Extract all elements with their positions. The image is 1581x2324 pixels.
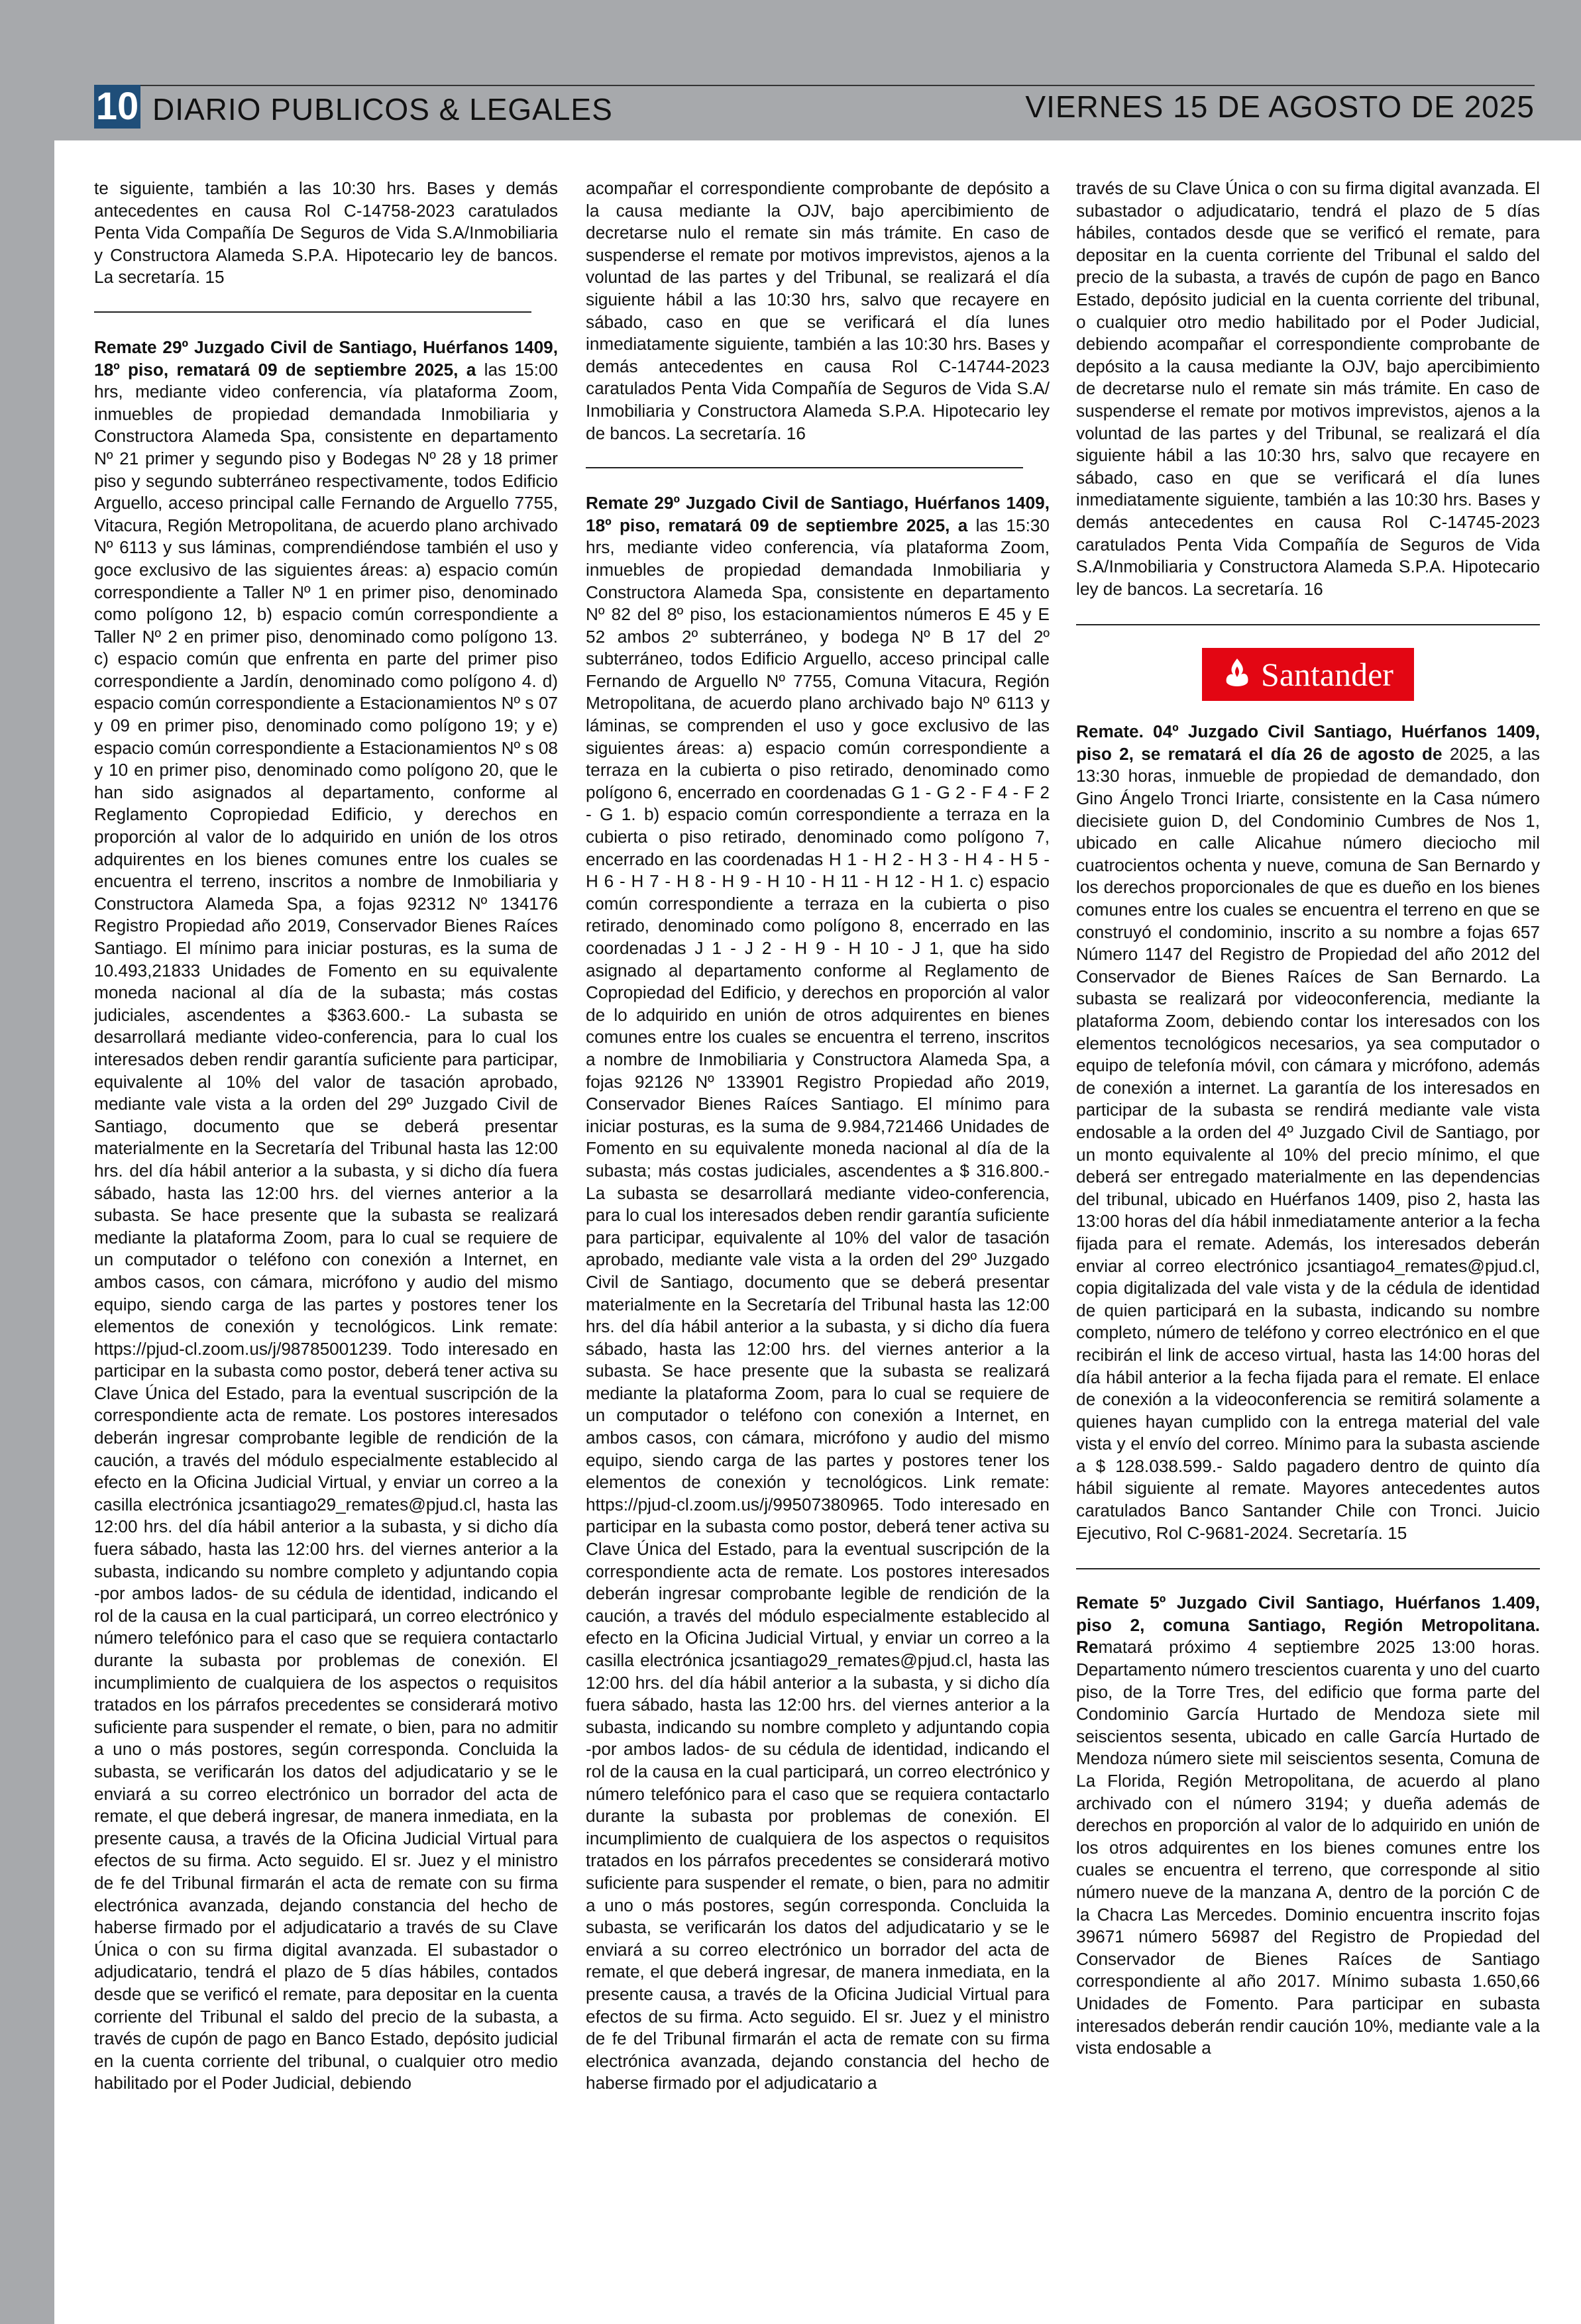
notice-remate-29-b	[586, 492, 1050, 2095]
notice-continuation	[94, 178, 558, 289]
column-2	[586, 178, 1050, 2284]
notice-title: Remate 29º Juzgado Civil de Santiago, Huérfanos 1409, 18º piso, rematará 09 de septiembre 2025, a	[586, 493, 1050, 535]
santander-logo-box	[1202, 648, 1414, 701]
page-number: 10	[94, 85, 140, 129]
publication-date: VIERNES 15 DE AGOSTO DE 2025	[1025, 89, 1535, 124]
notice-title: Remate 29º Juzgado Civil de Santiago, Huérfanos 1409, 18º piso, rematará 09 de septiembre 2025, a	[94, 337, 558, 380]
notice-body: las 15:30 hrs, mediante video conferencia, vía plataforma Zoom, inmuebles de propiedad demandada Inmobiliaria y Constructora Alameda Spa, consistente en departamento Nº 82 del 8º piso, los estacionamientos números E 45 y E 52 ambos 2º subterráneo, y bodega Nº B 17 del 2º subterráneo, todos Edificio Arguello, acceso principal calle Fernando de Arguello Nº 7755, Comuna Vitacura, Región Metropolitana, de acuerdo plano archivado bajo Nº 6113 y láminas, se comprenden el uso y goce exclusivo de las siguientes áreas: a) espacio común correspondiente a terraza en la cubierta o piso retirado, denominado como polígono 6, encerrado en coordenadas G 1 - G 2 - F 4 - F 2 - G 1. b) espacio común correspondiente a terraza en la cubierta o piso retirado, denominado como polígono 7, encerrado en las coordenadas H 1 - H 2 - H 3 - H 4 - H 5 - H 6 - H 7 - H 8 - H 9 - H 10 - H 11 - H 12 - H 1. c) espacio común correspondiente a terraza en la cubierta o piso retirado, denominado como polígono 8, encerrado en las coordenadas J 1 - J 2 - H 9 - H 10 - J 1, que ha sido asignado al departamento conforme al Reglamento de Copropiedad del Edificio, y derechos en proporción al valor de lo adquirido en unión de otros adquirentes en bienes comunes entre los cuales se encuentra el terreno, inscritos a nombre de Inmobiliaria y Constructora Alameda Spa, a fojas 92126 Nº 133901 Registro Propiedad año 2019, Conservador Bienes Raíces Santiago. El mínimo para iniciar posturas, es la suma de 9.984,721466 Unidades de Fomento en su equivalente moneda nacional al día de la subasta; más costas judiciales, ascendentes a $ 316.800.- La subasta se desarrollará mediante video-conferencia, para lo cual los interesados deben rendir garantía suficiente para participar, equivalente al 10% del valor de tasación aprobado, mediante vale vista a la orden del 29º Juzgado Civil de Santiago, documento que se deberá presentar materialmente en la Secretaría del Tribunal hasta las 12:00 hrs. del día hábil anterior a la subasta, y si dicho día fuera sábado, hasta las 12:00 hrs. del viernes anterior a la subasta. Se hace presente que la subasta se realizará mediante la plataforma Zoom, para lo cual se requiere de un computador o teléfono con conexión a Internet, en ambos casos, con cámara, micrófono y audio del mismo equipo, siendo carga de las partes y postores tener los elementos de conexión y tecnológicos. Link remate: https://pjud-cl.zoom.us/j/99507380965. Todo interesado en participar en la subasta como postor, deberá tener activa su Clave Única del Estado, para la eventual suscripción de la correspondiente acta de remate. Los postores interesados deberán ingresar comprobante legible de rendición de la caución, a través del módulo especialmente establecido al efecto en la Oficina Judicial Virtual, y enviar un correo a la casilla electrónica jcsantiago29_remates@pjud.cl, hasta las 12:00 hrs. del día hábil anterior a la subasta, y si dicho día fuera sábado, hasta las 12:00 hrs. del viernes anterior a la subasta, indicando su nombre completo y adjuntando copia -por ambos lados- de su cédula de identidad, indicando el rol de la causa en la cual participará, un correo electrónico y número telefónico para el caso que se requiera contactarlo durante la subasta por problemas de conexión. El incumplimiento de cualquiera de los aspectos o requisitos tratados en los párrafos precedentes se considerará motivo suficiente para suspender el remate, o bien, para no admitir a uno o más postores, según corresponda. Concluida la subasta, se verificarán los datos del adjudicatario y se le enviará a su correo electrónico un borrador del acta de remate, el que deberá ingresar, de manera inmediata, en la presente causa, a través de la Oficina Judicial Virtual para efectos de su firma. Acto seguido. El sr. Juez y el ministro de fe del Tribunal firmarán el acta de remate con su firma electrónica avanzada, dejando constancia del hecho de haberse firmado por el adjudicatario a	[586, 515, 1050, 2093]
flame-icon	[1223, 657, 1252, 692]
notice-divider	[94, 311, 531, 313]
notice-body: través de su Clave Única o con su firma digital avanzada. El subastador o adjudicatario, tendrá el plazo de 5 días hábiles, contados desde que se verificó el remate, para depositar en la cuenta corriente del Tribunal el saldo del precio de la subasta, a través de cupón de pago en Banco Estado, depósito judicial en la cuenta corriente del tribunal, o cualquier otro medio habilitado por el Poder Judicial, debiendo acompañar el correspondiente comprobante de depósito a la causa mediante la OJV, bajo apercibimiento de decretarse nulo el remate sin más trámite. En caso de suspenderse el remate por motivos imprevistos, ajenos a la voluntad de las partes y del Tribunal, se realizará el día siguiente hábil a las 10:30 hrs, salvo que recayere en sábado, caso en que se verificará el día lunes inmediatamente siguiente, también a las 10:30 hrs. Bases y demás antecedentes en causa Rol C-14745-2023 caratulados Penta Vida Compañía de Seguros de Vida S.A/Inmobiliaria y Constructora Alameda S.P.A. Hipotecario ley de bancos. La secretaría. 16	[1076, 178, 1540, 599]
notice-remate-29-a	[94, 337, 558, 2095]
publication-name: DIARIO PUBLICOS & LEGALES	[152, 92, 613, 127]
notice-body: matará próximo 4 septiembre 2025 13:00 horas. Departamento número trescientos cuarenta y uno del cuarto piso, de la Torre Tres, del edificio que forma parte del Condominio García Hurtado de Mendoza siete mil seiscientos sesenta, ubicado en calle García Hurtado de Mendoza número siete mil seiscientos sesenta, Comuna de La Florida, Región Metropolitana, de acuerdo al plano archivado con el número 3194; y dueña además de derechos en proporción al valor de lo adquirido en unión de los otros adquirentes en los bienes comunes entre los cuales se encuentra el terreno, que corresponde al sitio número nueve de la manzana A, dentro de la porción C de la Chacra Las Mercedes. Dominio encuentra inscrito fojas 39671 número 56987 del Registro de Propiedad del Conservador de Bienes Raíces de Santiago correspondiente al año 2017. Mínimo subasta 1.650,66 Unidades de Fomento. Para participar en subasta interesados deberán rendir caución 10%, mediante vale a la vista endosable a	[1076, 1637, 1540, 2058]
notice-divider	[586, 467, 1023, 468]
notice-body: las 15:00 hrs, mediante video conferencia, vía plataforma Zoom, inmuebles de propiedad demandada Inmobiliaria y Constructora Alameda Spa, consistente en departamento Nº 21 primer y segundo piso y Bodegas Nº 28 y 18 primer piso y segundo subterráneo respectivamente, todos Edificio Arguello, acceso principal calle Fernando de Arguello 7755, Vitacura, Región Metropolitana, de acuerdo plano archivado Nº 6113 y sus láminas, comprendiéndose también el uso y goce exclusivo de las siguientes áreas: a) espacio común correspondiente a Taller Nº 1 en primer piso, denominado como polígono 12, b) espacio común correspondiente a Taller Nº 2 en primer piso, denominado como polígono 13. c) espacio común que enfrenta en parte del primer piso correspondiente a Jardín, denominado como polígono 4. d) espacio común correspondiente a Estacionamientos Nº s 07 y 09 en primer piso, denominado como polígono 19; y e) espacio común correspondiente a Estacionamientos Nº s 08 y 10 en primer piso, denominado como polígono 20, que le han sido asignados al departamento, conforme al Reglamento Copropiedad Edificio, y derechos en proporción al valor de lo adquirido en unión de los otros adquirentes en los bienes comunes entre los cuales se encuentra el terreno, inscritos a nombre de Inmobiliaria y Constructora Alameda Spa, a fojas 92312 Nº 134176 Registro Propiedad año 2019, Conservador Bienes Raíces Santiago. El mínimo para iniciar posturas, es la suma de 10.493,21833 Unidades de Fomento en su equivalente moneda nacional al día de la subasta; más costas judiciales, ascendentes a $363.600.- La subasta se desarrollará mediante video-conferencia, para lo cual los interesados deben rendir garantía suficiente para participar, equivalente al 10% del valor de tasación aprobado, mediante vale vista a la orden del 29º Juzgado Civil de Santiago, documento que se deberá presentar materialmente en la Secretaría del Tribunal hasta las 12:00 hrs. del día hábil anterior a la subasta, y si dicho día fuera sábado, hasta las 12:00 hrs. del viernes anterior a la subasta. Se hace presente que la subasta se realizará mediante la plataforma Zoom, para lo cual se requiere de un computador o teléfono con conexión a Internet, en ambos casos, con cámara, micrófono y audio del mismo equipo, siendo carga de las partes y postores tener los elementos de conexión y tecnológicos. Link remate: https://pjud-cl.zoom.us/j/98785001239. Todo interesado en participar en la subasta como postor, deberá tener activa su Clave Única del Estado, para la eventual suscripción de la correspondiente acta de remate. Los postores interesados deberán ingresar comprobante legible de rendición de la caución, a través del módulo especialmente establecido al efecto en la Oficina Judicial Virtual, y enviar un correo a la casilla electrónica jcsantiago29_remates@pjud.cl, hasta las 12:00 hrs. del día hábil anterior a la subasta, y si dicho día fuera sábado, hasta las 12:00 hrs. del viernes anterior a la subasta, indicando su nombre completo y adjuntando copia -por ambos lados- de su cédula de identidad, indicando el rol de la causa en la cual participará, un correo electrónico y número telefónico para el caso que se requiera contactarlo durante la subasta por problemas de conexión. El incumplimiento de cualquiera de los aspectos o requisitos tratados en los párrafos precedentes se considerará motivo suficiente para suspender el remate, o bien, para no admitir a uno o más postores, según corresponda. Concluida la subasta, se verificarán los datos del adjudicatario y se le enviará a su correo electrónico un borrador del acta de remate, el que deberá ingresar, de manera inmediata, en la presente causa, a través de la Oficina Judicial Virtual para efectos de su firma. Acto seguido. El sr. Juez y el ministro de fe del Tribunal firmarán el acta de remate con su firma electrónica avanzada, dejando constancia del hecho de haberse firmado por el adjudicatario a través de su Clave Única o con su firma digital avanzada. El subastador o adjudicatario, tendrá el plazo de 5 días hábiles, contados desde que se verificó el remate, para depositar en la cuenta corriente del Tribunal el saldo del precio de la subasta, a través de cupón de pago en Banco Estado, depósito judicial en la cuenta corriente del tribunal, o cualquier otro medio habilitado por el Poder Judicial, debiendo	[94, 359, 558, 2093]
notice-continuation	[1076, 178, 1540, 600]
notice-title: Remate 5º Juzgado Civil Santiago, Huérfanos 1.409, piso 2, comuna Santiago, Región Metropolitana. Re	[1076, 1593, 1540, 1658]
notice-remate-05	[1076, 1592, 1540, 2059]
page-header	[94, 81, 1535, 129]
notice-body: 2025, a las 13:30 horas, inmueble de propiedad de demandado, don Gino Ángelo Tronci Iriarte, consistente en la Casa número diecisiete guion D, del Condominio Cumbres de Nos 1, ubicado en calle Alicahue número dieciocho mil cuatrocientos ochenta y nueve, comuna de San Bernardo y los derechos proporcionales de que es dueño en los bienes comunes entre los cuales se encuentra el terreno en que se construyó el condominio, inscrito a su nombre a fojas 657 Número 1147 del Registro de Propiedad del año 2012 del Conservador de Bienes Raíces de San Bernardo. La subasta se realizará por videoconferencia, mediante la plataforma Zoom, debiendo contar los interesados con los elementos tecnológicos necesarios, ya sea computador o equipo de telefonía móvil, con cámara y micrófono, además de conexión a internet. La garantía de los interesados en participar de la subasta se rendirá mediante vale vista endosable a la orden del 4º Juzgado Civil de Santiago, por un monto equivalente al 10% del precio mínimo, el que deberá ser entregado materialmente en las dependencias del tribunal, ubicado en Huérfanos 1409, piso 2, hasta las 13:00 horas del día hábil inmediatamente anterior a la fecha fijada para el remate. Además, los interesados deberán enviar al correo electrónico jcsantiago4_remates@pjud.cl, copia digitalizada del vale vista y de la cédula de identidad de quien participará en la subasta, indicando su nombre completo, número de teléfono y correo electrónico en el que recibirán el link de acceso virtual, hasta las 14:00 horas del día hábil anterior a la fecha fijada para el remate. El enlace de conexión a la videoconferencia se remitirá solamente a quienes hayan cumplido con la entrega material del vale vista y el envío del correo. Mínimo para la subasta asciende a $ 128.038.599.- Saldo pagadero dentro de quinto día hábil siguiente al remate. Mayores antecedentes autos caratulados Banco Santander Chile con Tronci. Juicio Ejecutivo, Rol C-9681-2024. Secretaría. 15	[1076, 743, 1540, 1543]
notice-remate-04	[1076, 721, 1540, 1544]
santander-logo-text: Santander	[1261, 656, 1393, 694]
column-3	[1076, 178, 1540, 2284]
notice-divider	[1076, 1568, 1540, 1569]
header-rule	[94, 85, 1535, 86]
notice-body: acompañar el correspondiente comprobante de depósito a la causa mediante la OJV, bajo apercibimiento de decretarse nulo el remate sin más trámite. En caso de suspenderse el remate por motivos imprevistos, ajenos a la voluntad de las partes y del Tribunal, se realizará el día siguiente hábil a las 10:30 hrs, salvo que recayere en sábado, caso en que se verificará el día lunes inmediatamente siguiente, también a las 10:30 hrs. Bases y demás antecedentes en causa Rol C-14744-2023 caratulados Penta Vida Compañía de Seguros de Vida S.A/ Inmobiliaria y Constructora Alameda S.P.A. Hipotecario ley de bancos. La secretaría. 16	[586, 178, 1050, 443]
notice-divider	[1076, 624, 1540, 625]
column-1	[94, 178, 558, 2284]
notice-title: Remate. 04º Juzgado Civil Santiago, Huérfanos 1409, piso 2, se rematará el día 26 de agosto de	[1076, 721, 1540, 764]
notice-continuation	[586, 178, 1050, 445]
notice-body: te siguiente, también a las 10:30 hrs. Bases y demás antecedentes en causa Rol C-14758-2023 caratulados Penta Vida Compañía De Seguros de Vida S.A/Inmobiliaria y Constructora Alameda S.P.A. Hipotecario ley de bancos. La secretaría. 15	[94, 178, 558, 288]
santander-logo	[1076, 648, 1540, 701]
